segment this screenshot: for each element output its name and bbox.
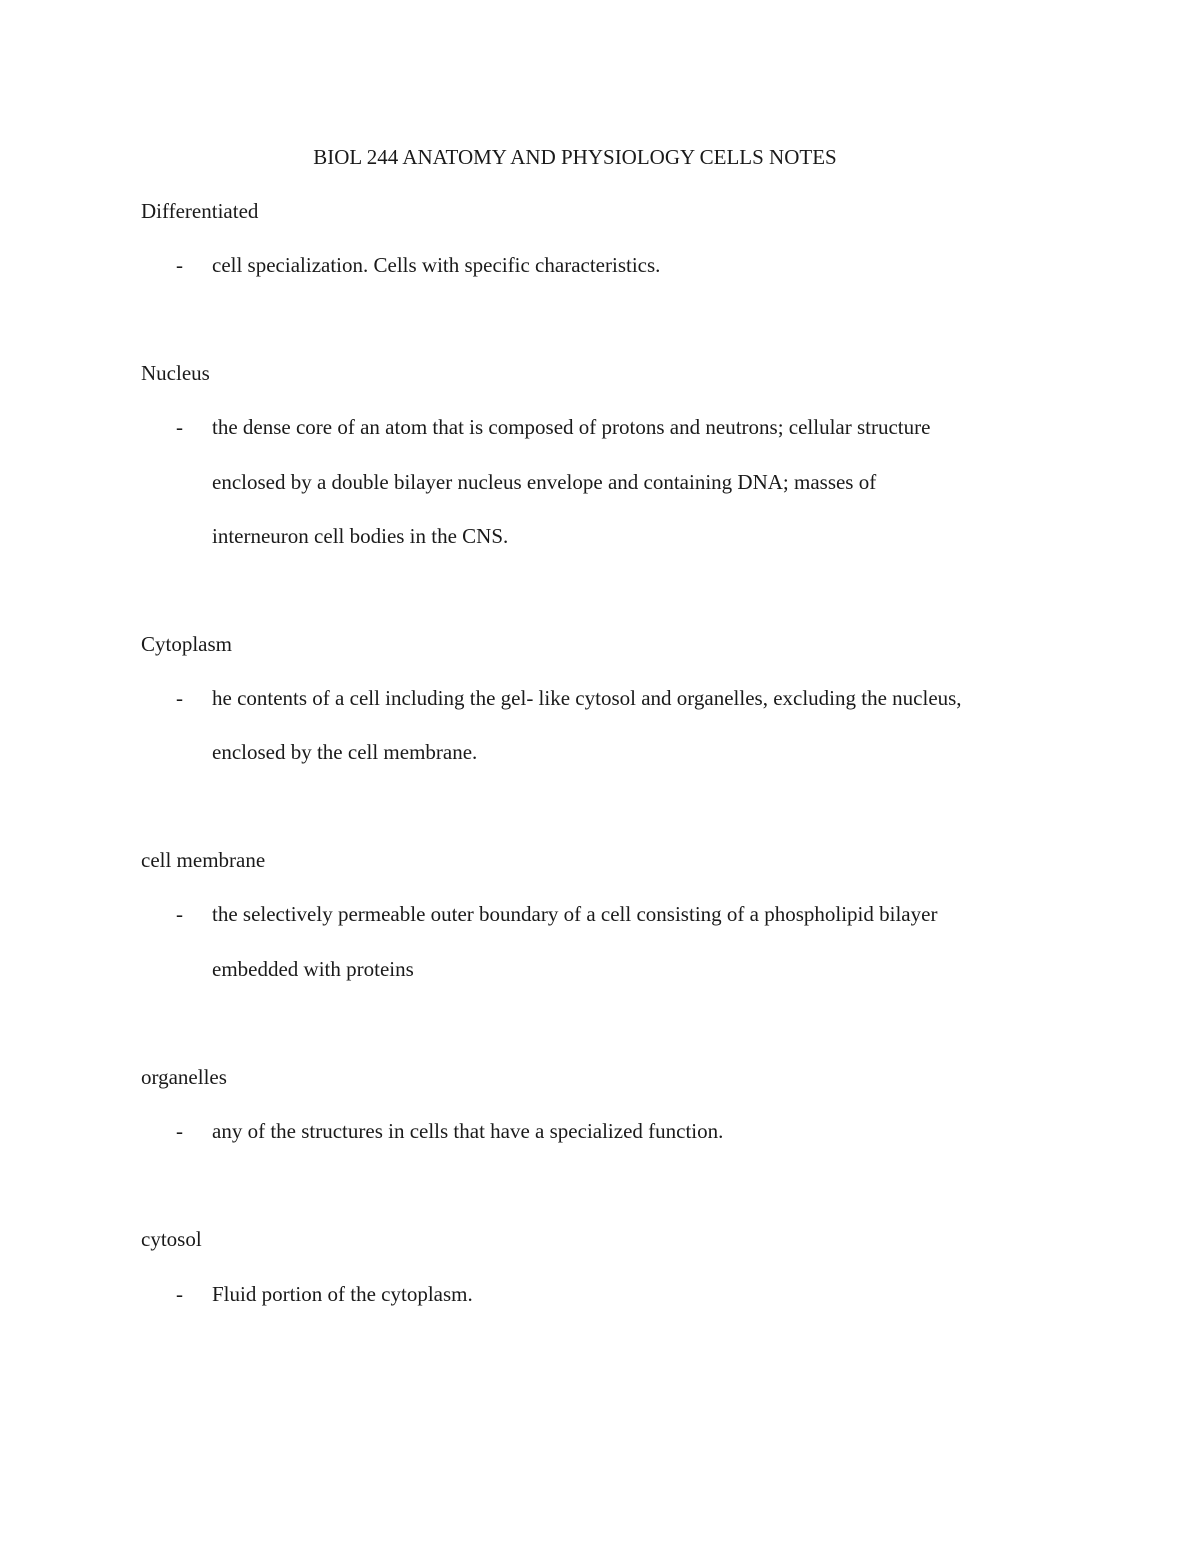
bullet-dash: - <box>176 902 183 926</box>
definition-line: interneuron cell bodies in the CNS. <box>212 524 509 548</box>
bullet-dash: - <box>176 1119 183 1143</box>
bullet-dash: - <box>176 686 183 710</box>
bullet-dash: - <box>176 253 183 277</box>
definition-line: cell specialization. Cells with specific characteristics. <box>212 253 661 277</box>
definition-line: any of the structures in cells that have a specialized function. <box>212 1119 724 1143</box>
bullet-dash: - <box>176 1282 183 1306</box>
definition-line: enclosed by a double bilayer nucleus envelope and containing DNA; masses of <box>212 470 877 494</box>
term-cytoplasm: Cytoplasm <box>141 632 233 656</box>
definition-line: Fluid portion of the cytoplasm. <box>212 1282 473 1306</box>
definition-line: he contents of a cell including the gel- like cytosol and organelles, excluding the nucleus, <box>212 686 962 710</box>
term-cytosol: cytosol <box>141 1227 202 1251</box>
bullet-dash: - <box>176 415 183 439</box>
definition-line: the selectively permeable outer boundary of a cell consisting of a phospholipid bilayer <box>212 902 938 926</box>
definition-line: enclosed by the cell membrane. <box>212 740 478 764</box>
definition-line: the dense core of an atom that is composed of protons and neutrons; cellular structure <box>212 415 931 439</box>
term-differentiated: Differentiated <box>141 199 259 223</box>
document-title: BIOL 244 ANATOMY AND PHYSIOLOGY CELLS NOTES <box>313 145 837 169</box>
term-nucleus: Nucleus <box>141 361 210 385</box>
term-organelles: organelles <box>141 1065 227 1089</box>
definition-line: embedded with proteins <box>212 957 414 981</box>
term-cell-membrane: cell membrane <box>141 848 266 872</box>
